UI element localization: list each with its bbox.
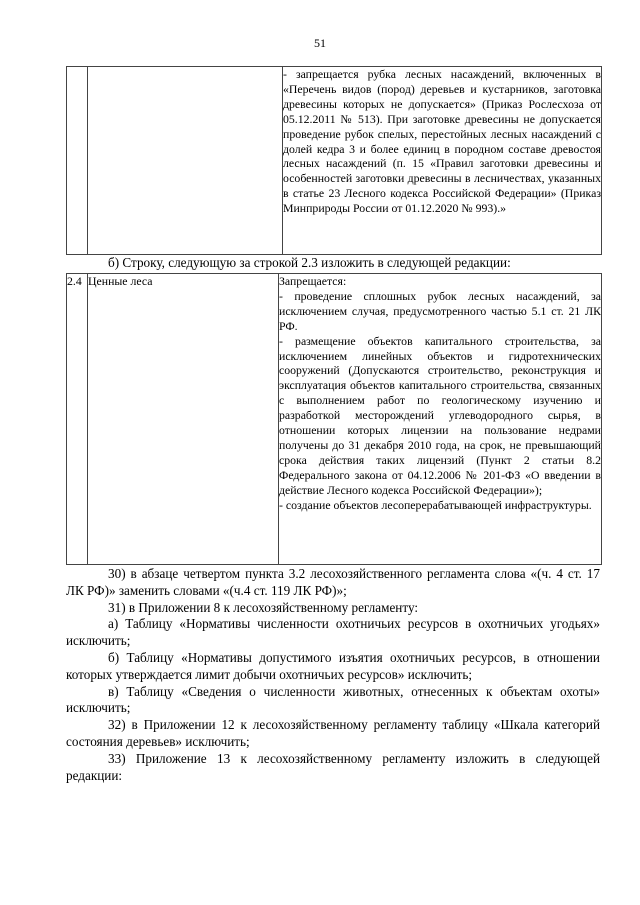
table-row [67, 274, 602, 565]
paragraph-31: 31) в Приложении 8 к лесохозяйственному регламенту: [108, 599, 419, 615]
table-cell-name [88, 67, 283, 255]
paragraph-31c: в) Таблицу «Сведения о численности животных, отнесенных к объектам охоты» исключить; [66, 683, 600, 716]
restriction-heading: Запрещается: [279, 274, 347, 288]
restriction-item: - проведение сплошных рубок лесных насаждений, за исключением случая, предусмотренного частью 5.1 ст. 21 ЛК РФ. [279, 288, 601, 333]
paragraph-32: 32) в Приложении 12 к лесохозяйственному регламенту таблицу «Шкала категорий состояния деревьев» исключить; [66, 717, 600, 749]
continuation-table [66, 66, 602, 255]
table-cell-number: 2.4 [67, 274, 88, 565]
paragraph-31b: б) Таблицу «Нормативы допустимого изъятия охотничьих ресурсов, в отношении которых утверждается лимит добычи охотничьих ресурсов» исключить; [66, 649, 600, 682]
amendment-instruction: б) Строку, следующую за строкой 2.3 изложить в следующей редакции: [108, 255, 511, 270]
table-row [67, 67, 602, 255]
paragraph-33: 33) Приложение 13 к лесохозяйственному регламенту изложить в следующей редакции: [66, 750, 600, 783]
paragraph-31a: а) Таблицу «Нормативы численности охотничьих ресурсов в охотничьих угодьях» исключить; [66, 616, 600, 649]
document-body [66, 566, 600, 784]
table-cell-restrictions [279, 274, 602, 565]
page-number: 51 [314, 36, 326, 50]
valuable-forests-table [66, 273, 602, 565]
table-cell-number [67, 67, 88, 255]
paragraph-30: 30) в абзаце четвертом пункта 3.2 лесохозяйственного регламента слова «(ч. 4 ст. 17 ЛК РФ)» заменить словами «(ч.4 ст. 119 ЛК РФ)»; [66, 566, 600, 598]
table-cell-name: Ценные леса [88, 274, 279, 565]
restriction-item: - размещение объектов капитального строительства, за исключением линейных объектов и гидротехнических сооружений (Допускаются строительство, реконструкция и эксплуатация объектов капитального строительства, связанных с выполнением работ по геологическому изучению и разработкой месторождений углеводородного сырья, в отношении которых лицензии на пользование недрами получены до 31 декабря 2010 года, на срок, не превышающий срока действия таких лицензий (Пункт 2 статьи 8.2 Федерального закона от 04.12.2006 № 201-ФЗ «О введении в действие Лесного кодекса Российской Федерации»); [279, 333, 601, 497]
restriction-item: - создание объектов лесоперерабатывающей инфраструктуры. [279, 497, 592, 512]
table-cell-restrictions [283, 67, 602, 255]
restriction-text: - запрещается рубка лесных насаждений, включенных в «Перечень видов (пород) деревьев и кустарников, заготовка древесины которых не допускается» (Приказ Рослесхоза от 05.12.2011 № 513). При заготовке древесины не допускается проведение рубок спелых, перестойных лесных насаждений с долей кедра 3 и более единиц в породном составе древостоя лесных насаждений (п. 15 «Правил заготовки древесины и особенностей заготовки древесины в лесничествах, указанных в статье 23 Лесного кодекса Российской Федерации» (Приказ Минприроды России от 01.12.2020 № 993).» [283, 67, 601, 216]
